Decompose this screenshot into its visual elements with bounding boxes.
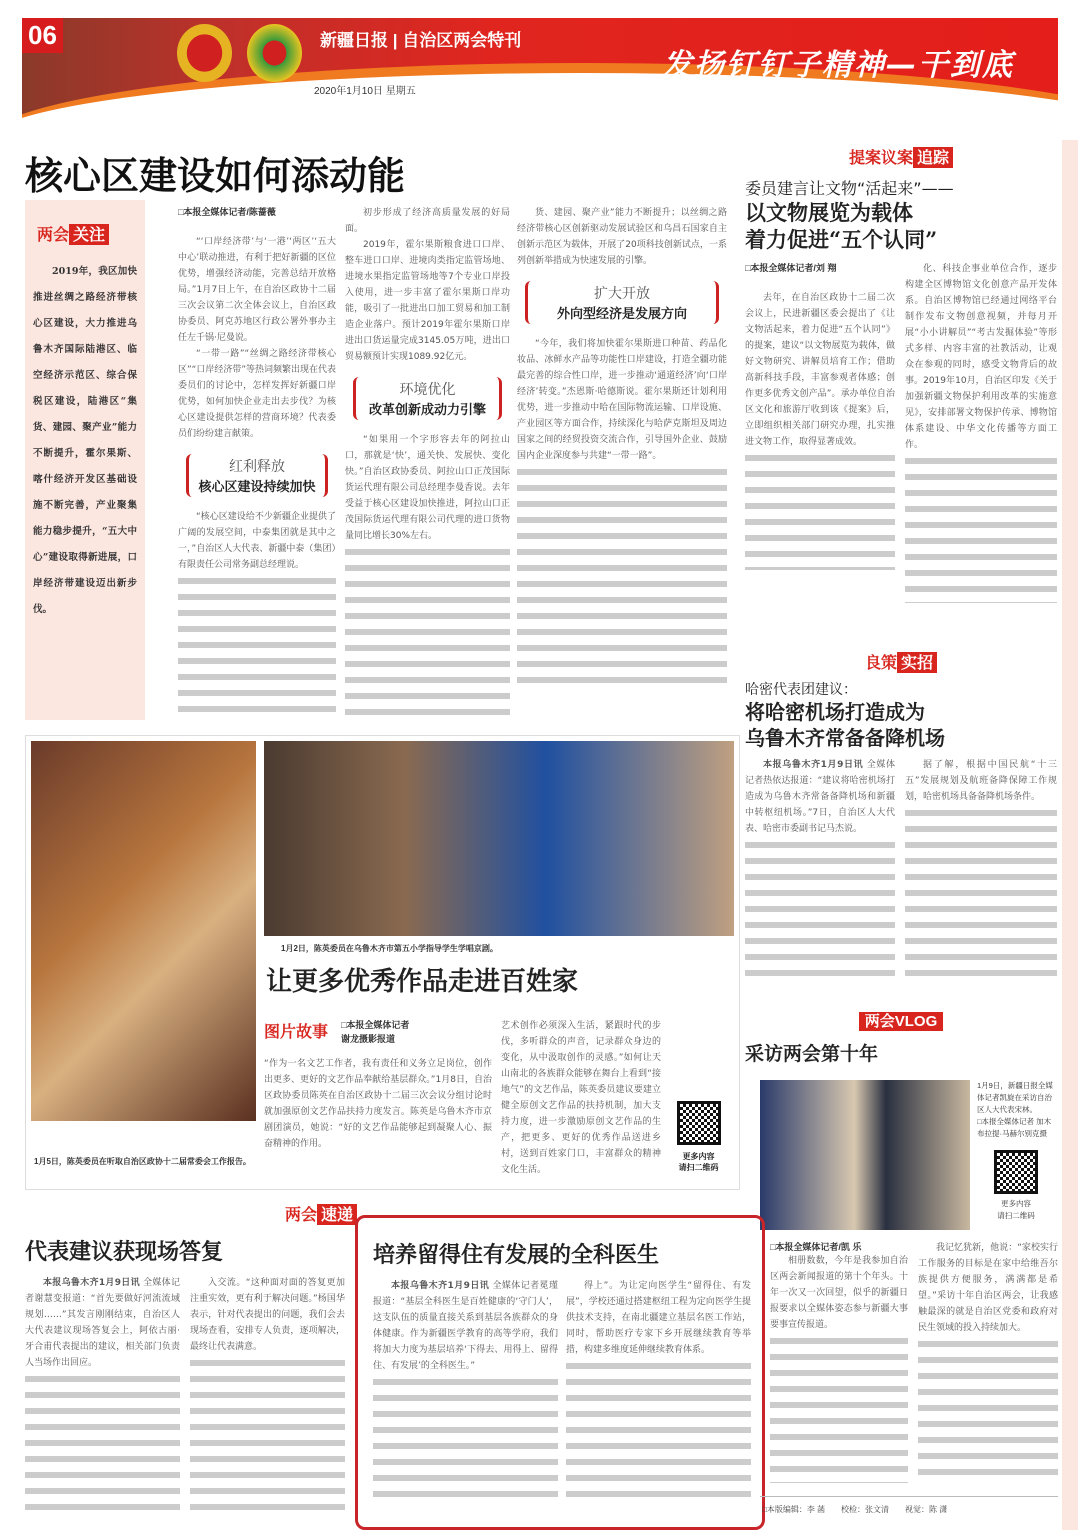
proposal-tracking-article: 提案议案 追踪 委员建言让文物“活起来”—— 以文物展览为载体 着力促进“五个认同” □本报全媒体记者/刘 翔 去年，在自治区政协十二届二次会议上，民进新疆区委会提出了《让文物活起来，着力促进“五个认同”》的提案，建议“以文物展览为载体，做好文物研究、讲解员培育工作；借助高新科技手段，丰富参观者体感；创作更多优秀文创产品”。承办单位自治区文化和旅游厅收到该《提案》后，立即组织相关部门研究办理，扎实推进文物工作，取得显著成效。 化、科技企事业单位合作，逐步构建全区博物馆文化创意产品开发体系。自治区博物馆已经通过网络平台制作发布文物创意视频，并每月开展“小小讲解员”“考古发掘体验”等形式多样、内容丰富的社教活动，让观众在参观的同时，感受文物背后的故事。2019年10月，自治区印发《关于加强新疆文物保护利用改革的实施意见》，安排部署文物保护传承、博物馆体系建设、中华文化传播等方面工作。 — [745, 145, 1057, 631]
photo-story-section — [25, 735, 740, 1190]
section-title: 自治区两会特刊 — [402, 31, 522, 50]
national-emblem-icon — [177, 24, 232, 82]
photo-caption: 1月5日，陈英委员在听取自治区政协十二届常委会工作报告。 — [34, 1157, 251, 1166]
photo-caption: 1月9日，新疆日报全媒体记者凯旋在采访自治区人大代表宋林。 — [977, 1081, 1053, 1114]
column-3: 货、建园、聚产业”能力不断提升；以丝绸之路经济带核心区创新驱动发展试验区和乌昌石国家自主创新示范区为载体，开展了20项科技创新试点，一系列创新举措成为快速发展的引擎。 扩大开放 外向型经济是发展方向 “今年，我们将加快霍尔果斯进口种苗、药品化妆品、冰鲜水产品等功能性口岸建设，打造全疆功能最完善的综合性口岸，进一步推动‘通道经济’向‘口岸经济’转变。”杰恩斯·哈德斯说。霍尔果斯还计划利用优势，进一步推动中哈在国际物流运输、口岸设施、产业园区等方面合作，持续深化与哈萨克斯坦及周边国家之间的经贸投资交流合作，引导国外企业、鼓励国内企业深度参与共建“一带一路”。 — [517, 205, 727, 720]
proposal-tag: 提案议案 追踪 — [849, 145, 953, 168]
express-tag: 两会 速递 — [285, 1202, 357, 1225]
photo-credit: □本报全媒体记者 加木布拉提·马赫尔别克摄 — [977, 1117, 1052, 1138]
editor-credits: □本版编辑：李 菡 校检：张文清 视觉：陈 潇 — [762, 1505, 948, 1514]
reply-text-2: 入交流。“这种面对面的答复更加注重实效，更有利于解决问题。”杨国华表示，针对代表提出的问题，我们会去现场查看，安排专人负责，逐项解决，最终让代表满意。 — [190, 1275, 345, 1530]
byline: □本报全媒体记者 谢龙摄影报道 — [341, 1020, 410, 1044]
byline: □本报全媒体记者/陈蔷薇 — [178, 207, 276, 217]
column-1: □本报全媒体记者/陈蔷薇 “‘口岸经济带’与‘一港’‘两区’‘五大中心’联动推进，有利于把好新疆的区位优势，增强经济动能，完善总结开放格局。”1月7日上午，在自治区政协十二届三次会议第二次全体会议上，自治区政协委员、阿克苏地区行政公署外事办主任左千锅·尼曼说。 “一带一路”“丝绸之路经济带核心区”“口岸经济带”等热词频繁出现在代表委员们的讨论中，怎样发挥好新疆口岸优势，如何加快企业走出去步伐？为核心区建设提供怎样的营商环境？代表委员们纷纷建言献策。 红利释放 核心区建设持续加快 “核心区建设给不少新疆企业提供了广阔的发展空间，中泰集团就是其中之一，”自治区人大代表、新疆中泰（集团）有限责任公司常务副总经理说。 — [178, 205, 336, 720]
vlog-text-1: □本报全媒体记者/凯 乐 相册数数，今年是我参加自治区两会新闻报道的第十个年头。十年一次又一次回望，似乎的新疆日报要求以全媒体姿态参与新疆大事要事宣传报道。 — [770, 1240, 908, 1485]
sidebar-summary: 2019年，我区加快推进丝绸之路经济带核心区建设，大力推进乌鲁木齐国际陆港区、临空经济示范区、综合保税区建设，陆港区“集货、建园、聚产业”能力不断提升，霍尔果斯、喀什经济开发区基础设施不断完善，产业聚集能力稳步提升，“五大中心”建设取得新进展，口岸经济带建设迈出新步伐。 — [33, 266, 137, 615]
headline-core-zone: 核心区建设如何添动能 — [25, 153, 406, 198]
vlog-photo — [760, 1080, 970, 1230]
hami-airport-article: 良策 实招 哈密代表团建议： 将哈密机场打造成为 乌鲁木齐常备备降机场 本报乌鲁木齐1月9日讯 全媒体记者热依达报道：“建议将哈密机场打造成为乌鲁木齐常备备降机场和新疆中转枢纽机场。”7日，自治区人大代表、哈密市委副书记马杰说。 据了解，根据中国民航“十三五”发展规划及航班备降保障工作规划，哈密机场具备备降机场条件。 — [745, 650, 1057, 987]
headline-gp: 培养留得住有发展的全科医生 — [373, 1242, 660, 1268]
issue-date: 2020年1月10日 星期五 — [314, 86, 416, 97]
general-practitioner-article: 培养留得住有发展的全科医生 本报乌鲁木齐1月9日讯 全媒体记者冕瑾报道：“基层全科医生是百姓健康的‘守门人’，这支队伍的质量直接关系到基层各族群众的身体健康。作为新疆医学教育的高等学府，我们将加大力度为基层培养‘下得去、用得上、留得住、有发展’的全科医生。” 得上”。为让定向医学生“留得住、有发展”，学校还通过搭建枢纽工程为定向医学生提供技术支持，在南北疆建立基层名医工作站，同时，帮助医疗专家下乡开展继续教育等举措，构建多维度延伸继续教育体系。 — [355, 1215, 765, 1530]
subhead-2: 环境优化 改革创新成动力引擎 — [353, 377, 502, 420]
qr-code[interactable] — [994, 1150, 1038, 1194]
byline: □本报全媒体记者/刘 翔 — [745, 263, 837, 273]
photo-story-text: 艺术创作必须深入生活，紧跟时代的步伐，多听群众的声音，记录群众身边的变化，从中汲取创作的灵感。”如何让天山南北的各族群众能够在舞台上看到“接地气”的文艺作品，陈英委员建议要建立健全原创文艺作品的扶持机制，加大支持力度，进一步激励原创文艺作品的生产，把更多、更好的优秀作品送进乡村，送到百姓家门口，丰富群众的精神文化生活。 — [501, 1021, 661, 1175]
reply-text-1: 本报乌鲁木齐1月9日讯 全媒体记者谢慧变报道：“首先要做好河流流域规划……”其发言刚刚结束，自治区人大代表建议现场答复会上，阿依古丽·牙合甫代表提出的建议，相关部门负责人当场作出回应。 — [25, 1275, 180, 1530]
qr-hint: 更多内容 请扫二维码 — [997, 1199, 1035, 1220]
photo-chen-ying-school — [264, 741, 734, 936]
photo-story-tag: 图片故事 — [264, 1022, 329, 1041]
vlog-tag: 两会VLOG — [859, 1012, 944, 1031]
slogan: 发扬钉钉子精神—干到底 — [662, 48, 1014, 83]
headline-hami-airport: 将哈密机场打造成为 乌鲁木齐常备备降机场 — [745, 700, 945, 750]
cppcc-emblem-icon — [247, 24, 302, 82]
focus-tag: 两会 关注 — [37, 222, 109, 245]
photo-story-text: “作为一名文艺工作者，我有责任和义务立足岗位，创作出更多、更好的文艺作品奉献给基层群众。”1月8日，自治区政协委员陈英在自治区政协十二届三次会议分组讨论时就加强原创文艺作品扶持力度发言。陈英是乌鲁木齐市京剧团演员，她说：“好的文艺作品能够起到凝聚人心、振奋精神的作用。 — [264, 1059, 492, 1149]
subhead-1: 红利释放 核心区建设持续加快 — [186, 454, 328, 497]
photo-caption: 1月2日，陈英委员在乌鲁木齐市第五小学指导学生学唱京剧。 — [281, 944, 498, 953]
vlog-text-2: 我记忆犹新，他说：“家校实行工作服务的目标是在家中给维吾尔族提供方便服务，满满都是希望。”采访十年自治区两会，让我感触最深的就是自治区党委和政府对民生领域的投入持续加大。 — [918, 1240, 1058, 1485]
newspaper-brand: 新疆日报 — [320, 31, 388, 50]
headline-relics: 以文物展览为载体 着力促进“五个认同” — [745, 200, 938, 252]
headline-reply: 代表建议获现场答复 — [25, 1239, 224, 1265]
qr-code[interactable] — [677, 1101, 721, 1145]
kicker: 委员建言让文物“活起来”—— — [745, 179, 954, 198]
kicker: 哈密代表团建议： — [745, 682, 857, 698]
photo-chen-ying-meeting — [31, 741, 256, 1121]
qr-hint: 更多内容 — [682, 1152, 715, 1161]
headline-vlog: 采访两会第十年 — [745, 1043, 879, 1065]
masthead-banner: 06 新疆日报 | 自治区两会特刊 2020年1月10日 星期五 发扬钉钉子精神—干到底 — [22, 18, 1058, 123]
headline-photo-story: 让更多优秀作品走进百姓家 — [266, 967, 579, 997]
page-number: 06 — [22, 18, 63, 53]
focus-sidebar — [25, 200, 145, 720]
good-policy-tag: 良策 实招 — [865, 650, 937, 673]
vlog-article — [745, 1010, 1057, 1220]
column-2: 初步形成了经济高质量发展的好局面。 2019年，霍尔果斯粮食进口口岸、整车进口口岸、进境肉类指定监管场地、进境水果指定监管场地等7个专业口岸投入使用，进一步丰富了霍尔果斯口岸功能，吸引了一批进出口加工贸易和加工制造企业落户。预计2019年霍尔果斯口岸进出口货运量完成3145.05万吨，进出口贸易额预计实现1089.92亿元。 环境优化 改革创新成动力引擎 “如果用一个字形容去年的阿拉山口，那就是‘快’，通关快、发展快、变化快。”自治区政协委员、阿拉山口正茂国际货运代理有限公司总经理李曼香说。去年受益于核心区建设加快推进，阿拉山口正茂国际货运代理有限公司代理的进口货物量同比增长30%左右。 — [345, 205, 510, 720]
page-edge-strip — [1062, 140, 1078, 1530]
qr-hint: 请扫二维码 — [678, 1163, 719, 1172]
subhead-3: 扩大开放 外向型经济是发展方向 — [525, 281, 719, 324]
